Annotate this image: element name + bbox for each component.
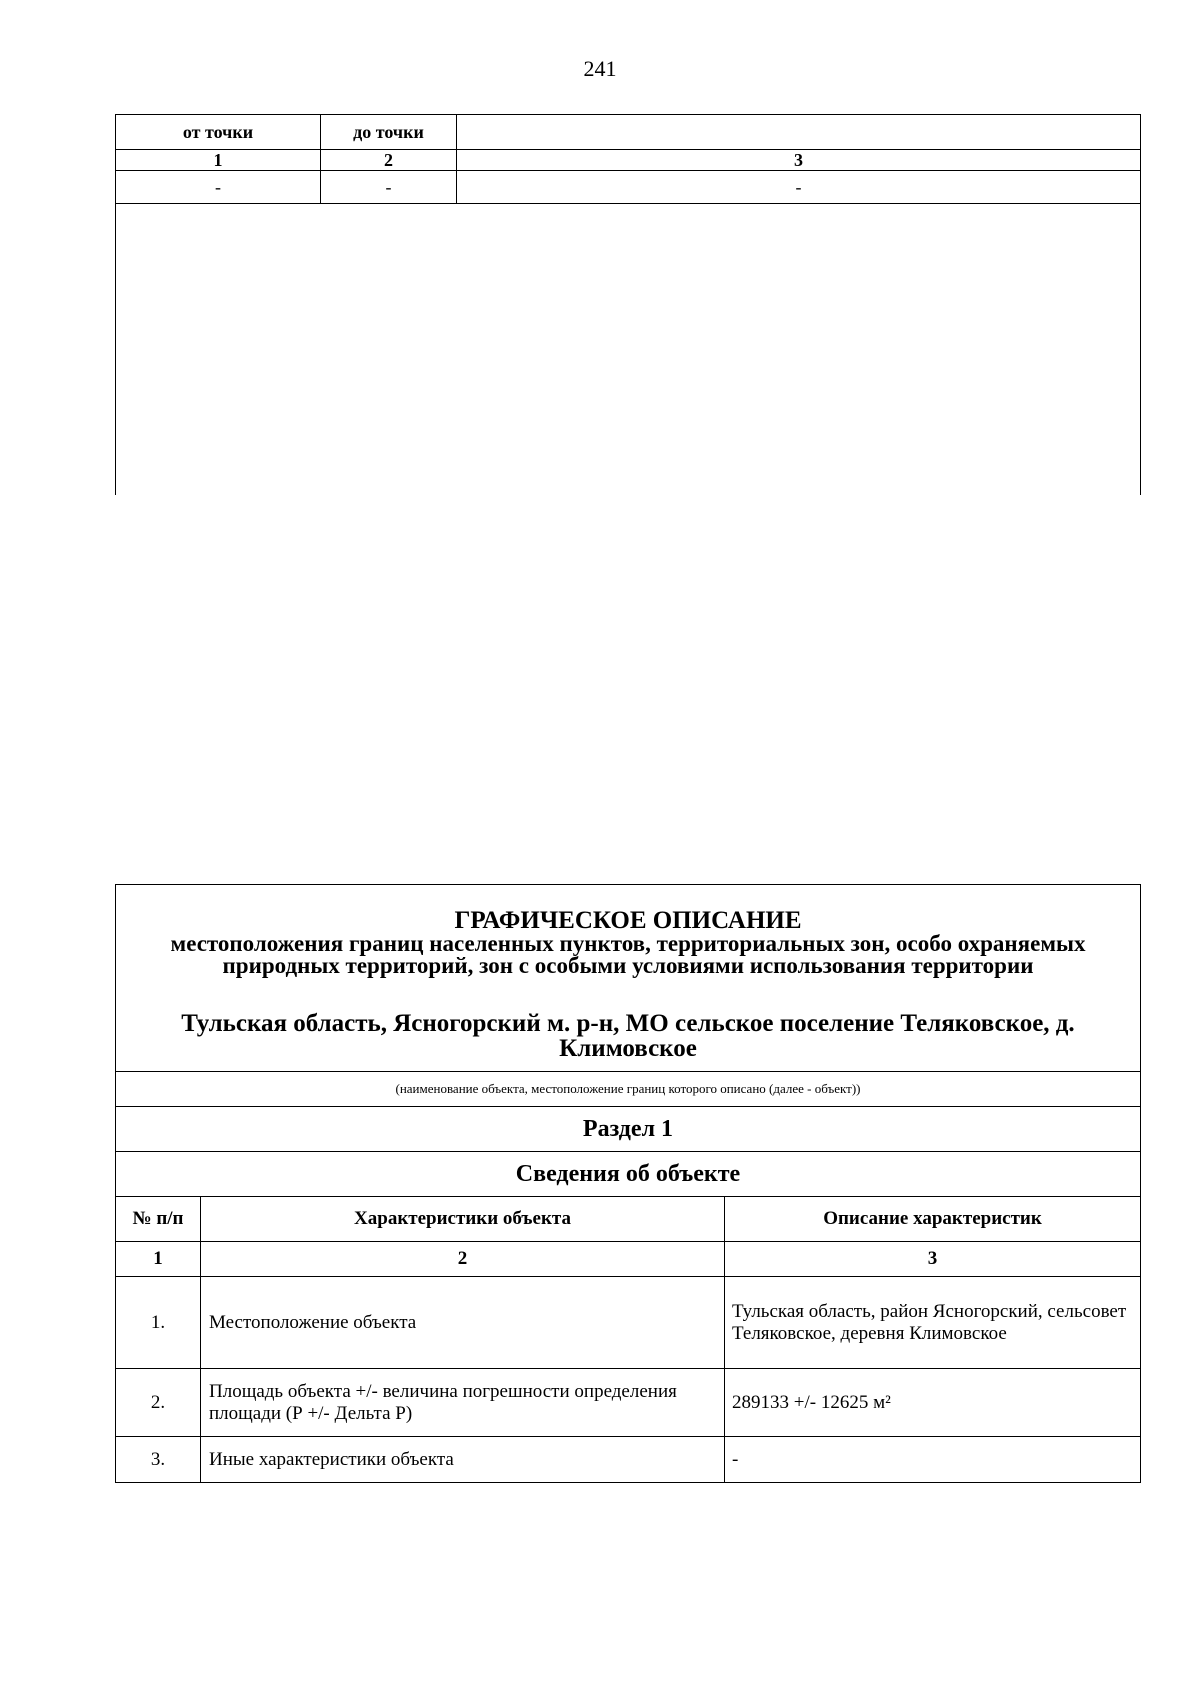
column-number-row bbox=[116, 150, 1141, 171]
header-description: Описание характеристик bbox=[725, 1197, 1141, 1242]
cell: - bbox=[457, 171, 1141, 204]
row-description: Тульская область, район Ясногорский, сельсовет Теляковское, деревня Климовское bbox=[725, 1277, 1141, 1369]
empty-table-area bbox=[115, 204, 1141, 495]
header-number: № п/п bbox=[116, 1197, 201, 1242]
table-row bbox=[116, 171, 1141, 204]
cell: - bbox=[116, 171, 321, 204]
row-characteristic: Местоположение объекта bbox=[201, 1277, 725, 1369]
column-number-row bbox=[116, 1242, 1141, 1277]
object-location-title: Тульская область, Ясногорский м. р-н, МО сельское поселение Теляковское, д. Климовское bbox=[181, 1010, 1075, 1062]
header-from-point: от точки bbox=[116, 115, 321, 150]
document-subtitle: местоположения границ населенных пунктов, территориальных зон, особо охраняемых природных территорий, зон с особыми условиями использования территории bbox=[170, 931, 1086, 978]
column-number: 1 bbox=[116, 150, 321, 171]
column-number: 2 bbox=[321, 150, 457, 171]
row-description: 289133 +/- 12625 м² bbox=[725, 1369, 1141, 1437]
column-number: 3 bbox=[457, 150, 1141, 171]
row-number: 2. bbox=[116, 1369, 201, 1437]
row-characteristic: Иные характеристики объекта bbox=[201, 1437, 725, 1483]
section-title: Сведения об объекте bbox=[116, 1152, 1141, 1197]
object-name-note: (наименование объекта, местоположение границ которого описано (далее - объект)) bbox=[116, 1072, 1141, 1107]
graphic-description-table bbox=[115, 884, 1141, 1483]
table-header-row bbox=[116, 115, 1141, 150]
row-number: 3. bbox=[116, 1437, 201, 1483]
boundary-points-table bbox=[115, 114, 1141, 204]
table-header-row bbox=[116, 1197, 1141, 1242]
table-row bbox=[116, 1437, 1141, 1483]
section-heading: Раздел 1 bbox=[116, 1107, 1141, 1152]
page-number: 241 bbox=[583, 56, 617, 81]
column-number: 1 bbox=[116, 1242, 201, 1277]
row-description: - bbox=[725, 1437, 1141, 1483]
row-characteristic: Площадь объекта +/- величина погрешности определения площади (Р +/- Дельта Р) bbox=[201, 1369, 725, 1437]
title-block bbox=[116, 885, 1141, 1072]
header-to-point: до точки bbox=[321, 115, 457, 150]
table-row bbox=[116, 1277, 1141, 1369]
column-number: 3 bbox=[725, 1242, 1141, 1277]
cell: - bbox=[321, 171, 457, 204]
column-number: 2 bbox=[201, 1242, 725, 1277]
header-characteristic: Характеристики объекта bbox=[201, 1197, 725, 1242]
header-empty bbox=[457, 115, 1141, 150]
table-row bbox=[116, 1369, 1141, 1437]
row-number: 1. bbox=[116, 1277, 201, 1369]
document-title: ГРАФИЧЕСКОЕ ОПИСАНИЕ bbox=[454, 907, 802, 934]
